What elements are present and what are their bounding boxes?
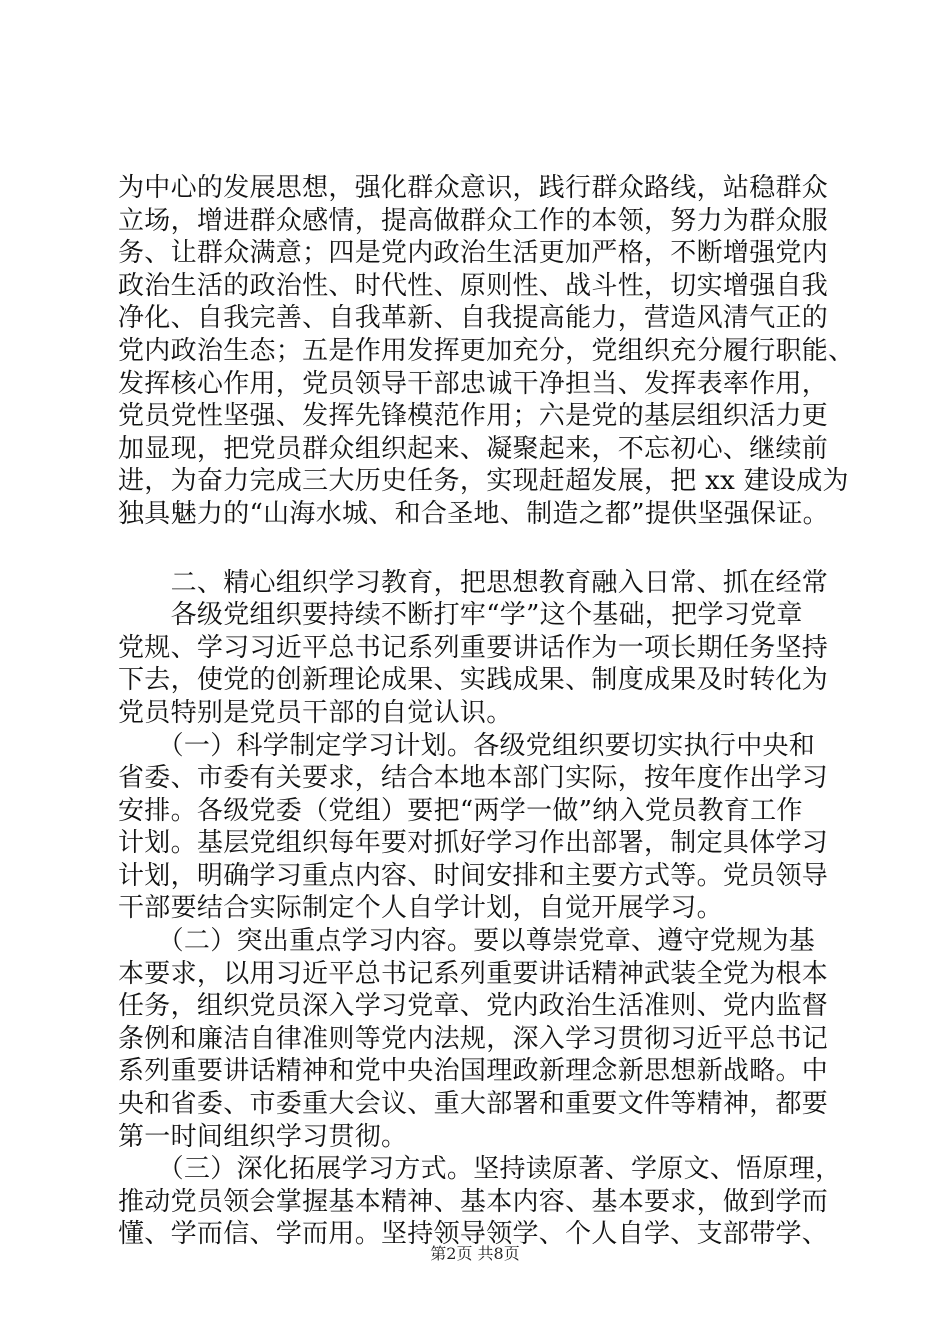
text-line: 第一时间组织学习贯彻。 — [118, 1121, 408, 1152]
text-line: 进，为奋力完成三大历史任务，实现赶超发展，把 xx 建设成为 — [118, 466, 849, 497]
text-line: 下去，使党的创新理论成果、实践成果、制度成果及时转化为 — [118, 665, 829, 696]
text-line: 立场，增进群众感情，提高做群众工作的本领，努力为群众服 — [118, 205, 829, 236]
text-line: （二）突出重点学习内容。要以尊崇党章、遵守党规为基 — [118, 926, 816, 957]
section-heading: 二、精心组织学习教育，把思想教育融入日常、抓在经常 — [118, 567, 829, 598]
text-line: （三）深化拓展学习方式。坚持读原著、学原文、悟原理， — [118, 1154, 842, 1185]
paragraph-gap — [118, 531, 848, 567]
text-line: 计划。基层党组织每年要对抓好学习作出部署，制定具体学习 — [118, 828, 829, 859]
text-line: 系列重要讲话精神和党中央治国理政新理念新思想新战略。中 — [118, 1056, 829, 1087]
text-line: 懂、学而信、学而用。坚持领导领学、个人自学、支部带学、 — [118, 1219, 829, 1250]
text-line: 干部要结合实际制定个人自学计划，自觉开展学习。 — [118, 893, 723, 924]
text-line: 条例和廉洁自律准则等党内法规，深入学习贯彻习近平总书记 — [118, 1023, 829, 1054]
page-number: 第2页 共8页 — [430, 1244, 520, 1263]
text-line: 政治生活的政治性、时代性、原则性、战斗性，切实增强自我 — [118, 270, 829, 301]
text-line: 党员党性坚强、发挥先锋模范作用；六是党的基层组织活力更 — [118, 401, 829, 432]
text-line: （一）科学制定学习计划。各级党组织要切实执行中央和 — [118, 730, 816, 761]
text-line: 推动党员领会掌握基本精神、基本内容、基本要求，做到学而 — [118, 1186, 829, 1217]
text-line: 任务，组织党员深入学习党章、党内政治生活准则、党内监督 — [118, 991, 829, 1022]
text-line: 省委、市委有关要求，结合本地本部门实际，按年度作出学习 — [118, 763, 829, 794]
text-line: 为中心的发展思想，强化群众意识，践行群众路线，站稳群众 — [118, 173, 829, 203]
text-line: 加显现，把党员群众组织起来、凝聚起来，不忘初心、继续前 — [118, 433, 829, 464]
text-line: 央和省委、市委重大会议、重大部署和重要文件等精神，都要 — [118, 1089, 829, 1120]
text-line: 各级党组织要持续不断打牢“学”这个基础，把学习党章 — [118, 600, 803, 631]
text-line: 计划，明确学习重点内容、时间安排和主要方式等。党员领导 — [118, 860, 829, 891]
text-line: 务、让群众满意；四是党内政治生活更加严格，不断增强党内 — [118, 238, 829, 269]
text-line: 安排。各级党委（党组）要把“两学一做”纳入党员教育工作 — [118, 795, 803, 826]
document-body — [118, 172, 855, 1251]
text-line: 本要求，以用习近平总书记系列重要讲话精神武装全党为根本 — [118, 958, 829, 989]
text-line: 独具魅力的“山海水城、和合圣地、制造之都”提供坚强保证。 — [118, 498, 829, 529]
text-line: 净化、自我完善、自我革新、自我提高能力，营造风清气正的 — [118, 303, 829, 334]
text-line: 党员特别是党员干部的自觉认识。 — [118, 697, 513, 728]
text-line: 党内政治生态；五是作用发挥更加充分，党组织充分履行职能、 — [118, 335, 855, 366]
text-line: 发挥核心作用，党员领导干部忠诚干净担当、发挥表率作用， — [118, 368, 829, 399]
text-line: 党规、学习习近平总书记系列重要讲话作为一项长期任务坚持 — [118, 632, 829, 663]
